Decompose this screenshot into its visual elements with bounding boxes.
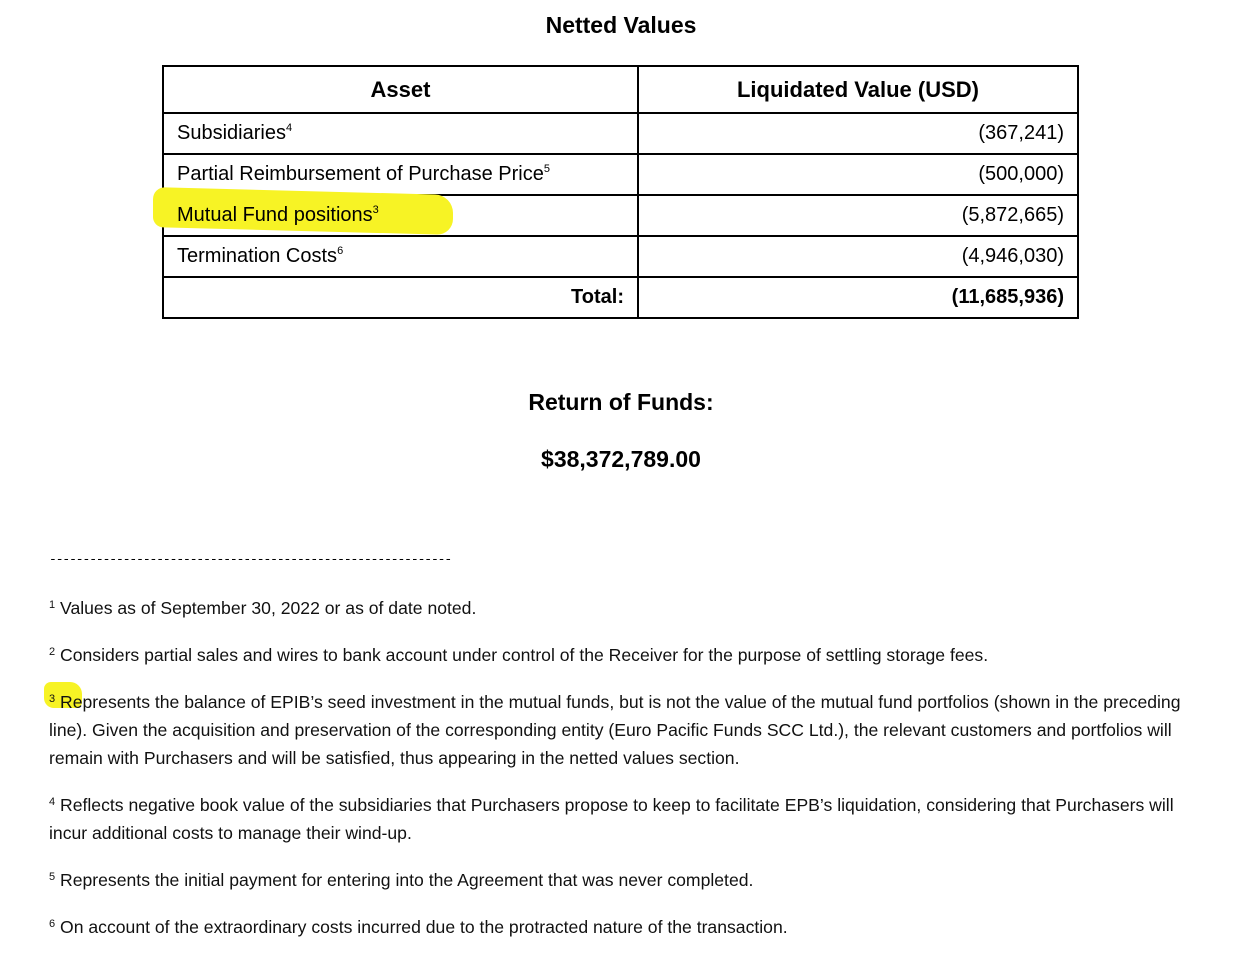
total-value: (11,685,936) — [638, 277, 1078, 318]
value-cell: (367,241) — [638, 113, 1078, 154]
asset-name: Partial Reimbursement of Purchase Price — [177, 163, 544, 185]
value-cell: (500,000) — [638, 154, 1078, 195]
footnote-ref: 3 — [372, 204, 379, 216]
footnote-5 — [49, 866, 1209, 894]
footnote-2 — [49, 641, 1209, 669]
footnote-ref: 5 — [543, 163, 550, 175]
footnote-text: Considers partial sales and wires to bank account under control of the Receiver for the purpose of settling storage fees. — [60, 645, 989, 665]
footnote-ref: 4 — [285, 122, 293, 134]
netted-values-table — [162, 65, 1079, 319]
footnote-separator: ------------------------------------------------------------ — [49, 552, 452, 567]
asset-cell — [163, 195, 638, 236]
asset-name: Subsidiaries — [177, 122, 286, 144]
footnote-text: Values as of September 30, 2022 or as of date noted. — [60, 598, 477, 618]
total-row — [163, 277, 1078, 318]
footnote-1 — [49, 594, 1209, 622]
highlighted-text — [49, 692, 92, 712]
footnote-text: On account of the extraordinary costs incurred due to the protracted nature of the transaction. — [60, 917, 788, 937]
asset-cell — [163, 236, 638, 277]
footnote-number: 6 — [49, 918, 56, 930]
footnote-number: 3 — [49, 693, 56, 705]
footnote-text: resents the balance of EPIB’s seed investment in the mutual funds, but is not the value of the mutual fund portfolios (shown in the preceding line). Given the acquisition and preservation of the corresponding entity (Euro Pacific Funds SCC Ltd.), the relevant customers and portfolios will remain with Purchasers and will be satisfied, thus appearing in the netted values section. — [49, 692, 1181, 768]
return-of-funds-title: Return of Funds: — [528, 389, 714, 415]
footnote-text: Represents the initial payment for entering into the Agreement that was never completed. — [60, 870, 754, 890]
asset-name: Termination Costs — [177, 245, 338, 267]
asset-cell — [163, 113, 638, 154]
footnote-ref: 6 — [337, 245, 344, 257]
asset-name-wrap — [177, 204, 379, 226]
footnote-number: 2 — [49, 646, 56, 658]
table-row — [163, 154, 1078, 195]
table-row-highlighted — [163, 195, 1078, 236]
footnote-6 — [49, 913, 1209, 941]
footnote-number: 1 — [49, 599, 56, 611]
footnote-text: Reflects negative book value of the subsidiaries that Purchasers propose to keep to facilitate EPB’s liquidation, considering that Purchasers will incur additional costs to manage their wind-up. — [49, 795, 1174, 843]
footnote-number: 4 — [49, 796, 56, 808]
highlight-mark — [177, 204, 379, 227]
footnote-number: 5 — [49, 871, 56, 883]
value-cell: (4,946,030) — [638, 236, 1078, 277]
footnote-lead: Rep — [60, 692, 93, 712]
footnote-3 — [49, 688, 1209, 772]
netted-values-title: Netted Values — [545, 12, 697, 38]
highlight-mark — [49, 688, 92, 716]
footnotes — [49, 594, 1209, 960]
total-label: Total: — [163, 277, 638, 318]
value-cell: (5,872,665) — [638, 195, 1078, 236]
asset-column-header: Asset — [163, 66, 638, 113]
table-row — [163, 113, 1078, 154]
asset-name: Mutual Fund positions — [177, 204, 373, 226]
table-header-row — [163, 66, 1078, 113]
liquidated-value-column-header: Liquidated Value (USD) — [638, 66, 1078, 113]
return-of-funds-amount: $38,372,789.00 — [541, 446, 701, 472]
footnote-4 — [49, 791, 1209, 847]
table-row — [163, 236, 1078, 277]
